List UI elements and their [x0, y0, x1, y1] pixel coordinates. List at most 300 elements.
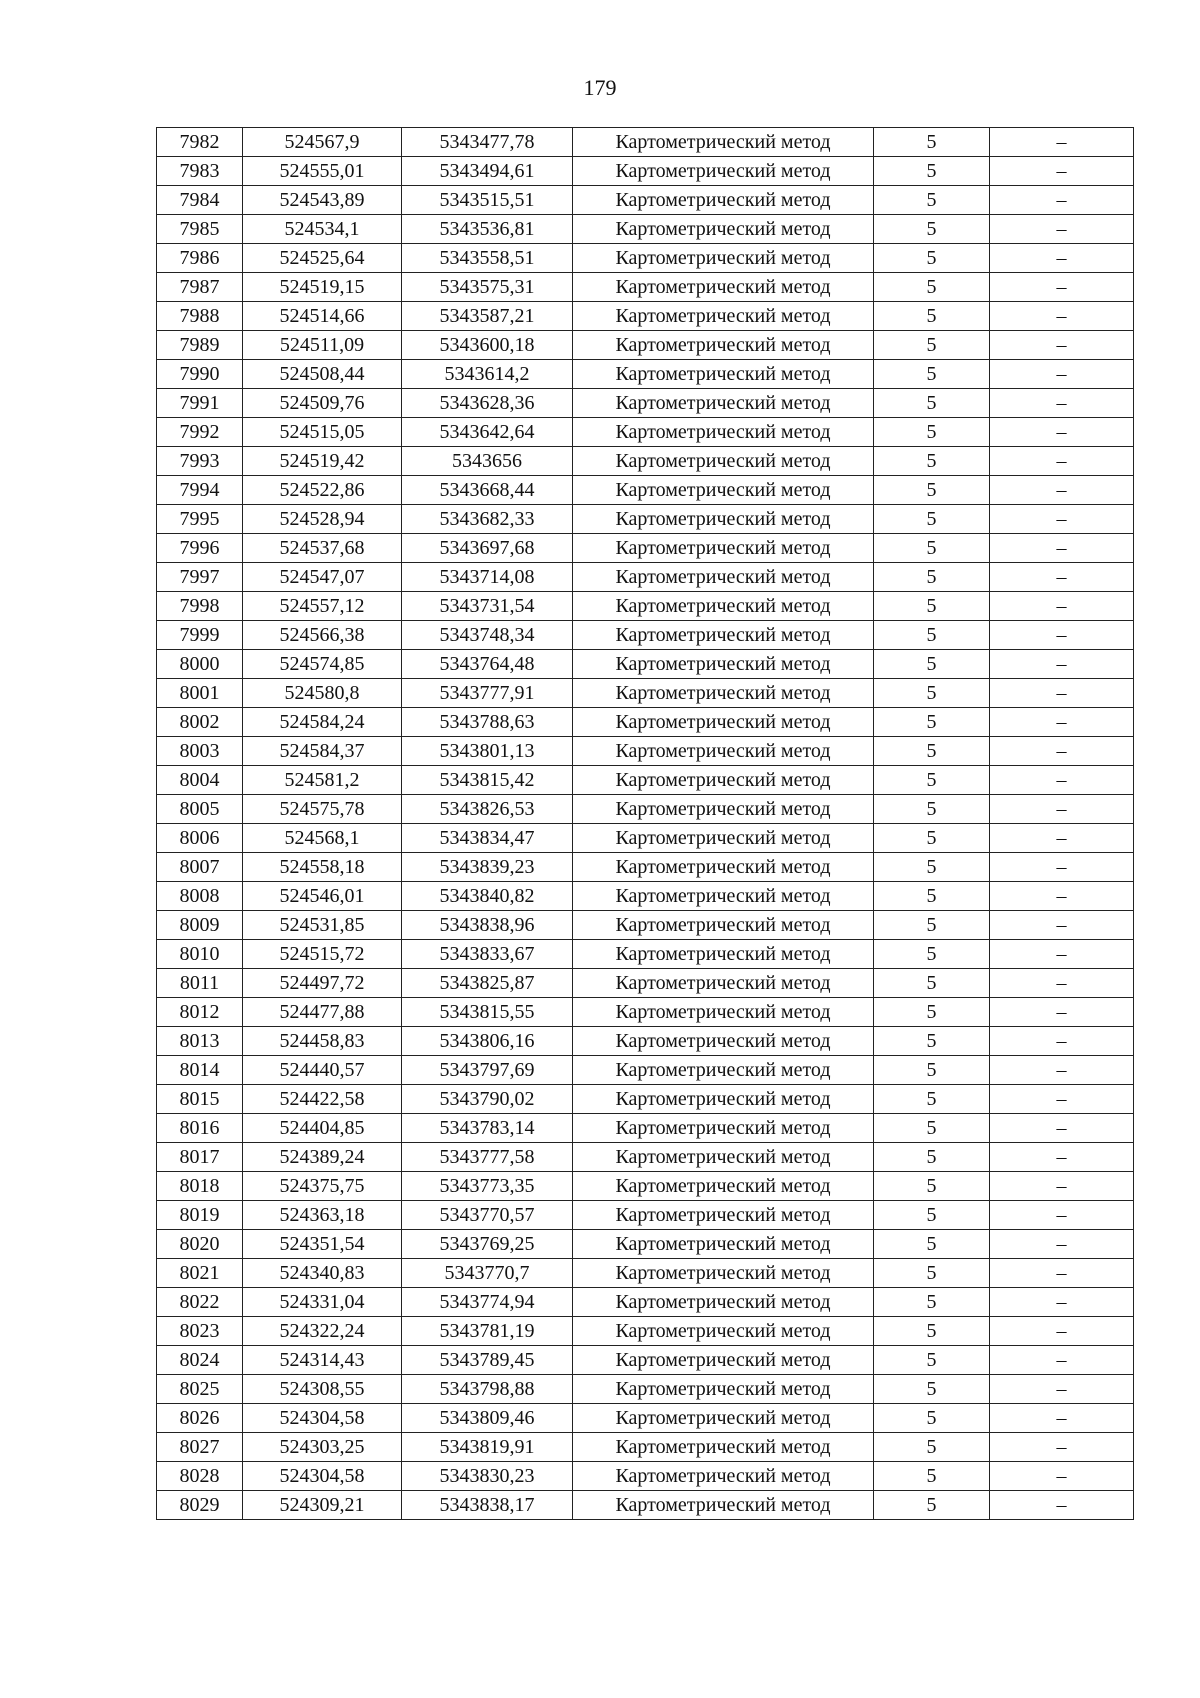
- accuracy-cell: 5: [874, 1143, 990, 1172]
- table-row: [157, 1346, 1134, 1375]
- note-cell: –: [990, 244, 1134, 273]
- table-row: [157, 795, 1134, 824]
- table-row: [157, 215, 1134, 244]
- y-coordinate-cell: 5343668,44: [402, 476, 573, 505]
- point-number-cell: 7988: [157, 302, 243, 331]
- point-number-cell: 8027: [157, 1433, 243, 1462]
- x-coordinate-cell: 524531,85: [243, 911, 402, 940]
- note-cell: –: [990, 998, 1134, 1027]
- accuracy-cell: 5: [874, 737, 990, 766]
- method-cell: Картометрический метод: [573, 534, 874, 563]
- x-coordinate-cell: 524389,24: [243, 1143, 402, 1172]
- point-number-cell: 7995: [157, 505, 243, 534]
- x-coordinate-cell: 524580,8: [243, 679, 402, 708]
- accuracy-cell: 5: [874, 273, 990, 302]
- y-coordinate-cell: 5343838,96: [402, 911, 573, 940]
- point-number-cell: 8007: [157, 853, 243, 882]
- point-number-cell: 8009: [157, 911, 243, 940]
- point-number-cell: 8008: [157, 882, 243, 911]
- y-coordinate-cell: 5343764,48: [402, 650, 573, 679]
- method-cell: Картометрический метод: [573, 476, 874, 505]
- note-cell: –: [990, 679, 1134, 708]
- table-row: [157, 302, 1134, 331]
- accuracy-cell: 5: [874, 911, 990, 940]
- method-cell: Картометрический метод: [573, 1288, 874, 1317]
- y-coordinate-cell: 5343628,36: [402, 389, 573, 418]
- table-row: [157, 186, 1134, 215]
- accuracy-cell: 5: [874, 882, 990, 911]
- x-coordinate-cell: 524528,94: [243, 505, 402, 534]
- note-cell: –: [990, 1201, 1134, 1230]
- note-cell: –: [990, 447, 1134, 476]
- x-coordinate-cell: 524537,68: [243, 534, 402, 563]
- table-row: [157, 969, 1134, 998]
- accuracy-cell: 5: [874, 1259, 990, 1288]
- point-number-cell: 7993: [157, 447, 243, 476]
- method-cell: Картометрический метод: [573, 157, 874, 186]
- accuracy-cell: 5: [874, 679, 990, 708]
- method-cell: Картометрический метод: [573, 186, 874, 215]
- x-coordinate-cell: 524567,9: [243, 128, 402, 157]
- y-coordinate-cell: 5343777,91: [402, 679, 573, 708]
- note-cell: –: [990, 592, 1134, 621]
- point-number-cell: 8021: [157, 1259, 243, 1288]
- y-coordinate-cell: 5343825,87: [402, 969, 573, 998]
- x-coordinate-cell: 524522,86: [243, 476, 402, 505]
- table-row: [157, 766, 1134, 795]
- method-cell: Картометрический метод: [573, 795, 874, 824]
- x-coordinate-cell: 524515,05: [243, 418, 402, 447]
- method-cell: Картометрический метод: [573, 766, 874, 795]
- note-cell: –: [990, 1085, 1134, 1114]
- x-coordinate-cell: 524566,38: [243, 621, 402, 650]
- point-number-cell: 8011: [157, 969, 243, 998]
- x-coordinate-cell: 524363,18: [243, 1201, 402, 1230]
- x-coordinate-cell: 524351,54: [243, 1230, 402, 1259]
- point-number-cell: 8012: [157, 998, 243, 1027]
- x-coordinate-cell: 524514,66: [243, 302, 402, 331]
- point-number-cell: 7987: [157, 273, 243, 302]
- y-coordinate-cell: 5343819,91: [402, 1433, 573, 1462]
- x-coordinate-cell: 524422,58: [243, 1085, 402, 1114]
- table-row: [157, 853, 1134, 882]
- y-coordinate-cell: 5343714,08: [402, 563, 573, 592]
- table-row: [157, 708, 1134, 737]
- y-coordinate-cell: 5343798,88: [402, 1375, 573, 1404]
- method-cell: Картометрический метод: [573, 1056, 874, 1085]
- table-row: [157, 360, 1134, 389]
- method-cell: Картометрический метод: [573, 1143, 874, 1172]
- accuracy-cell: 5: [874, 1288, 990, 1317]
- point-number-cell: 7996: [157, 534, 243, 563]
- note-cell: –: [990, 1462, 1134, 1491]
- table-row: [157, 1375, 1134, 1404]
- point-number-cell: 8019: [157, 1201, 243, 1230]
- y-coordinate-cell: 5343783,14: [402, 1114, 573, 1143]
- accuracy-cell: 5: [874, 592, 990, 621]
- table-row: [157, 1288, 1134, 1317]
- point-number-cell: 7990: [157, 360, 243, 389]
- note-cell: –: [990, 708, 1134, 737]
- method-cell: Картометрический метод: [573, 563, 874, 592]
- method-cell: Картометрический метод: [573, 273, 874, 302]
- table-row: [157, 157, 1134, 186]
- point-number-cell: 8025: [157, 1375, 243, 1404]
- x-coordinate-cell: 524508,44: [243, 360, 402, 389]
- x-coordinate-cell: 524515,72: [243, 940, 402, 969]
- accuracy-cell: 5: [874, 940, 990, 969]
- note-cell: –: [990, 795, 1134, 824]
- accuracy-cell: 5: [874, 1114, 990, 1143]
- note-cell: –: [990, 1317, 1134, 1346]
- x-coordinate-cell: 524519,42: [243, 447, 402, 476]
- table-row: [157, 1172, 1134, 1201]
- x-coordinate-cell: 524304,58: [243, 1462, 402, 1491]
- method-cell: Картометрический метод: [573, 1346, 874, 1375]
- point-number-cell: 8013: [157, 1027, 243, 1056]
- point-number-cell: 7986: [157, 244, 243, 273]
- y-coordinate-cell: 5343790,02: [402, 1085, 573, 1114]
- table-row: [157, 244, 1134, 273]
- accuracy-cell: 5: [874, 708, 990, 737]
- point-number-cell: 8015: [157, 1085, 243, 1114]
- note-cell: –: [990, 1433, 1134, 1462]
- accuracy-cell: 5: [874, 215, 990, 244]
- point-number-cell: 8017: [157, 1143, 243, 1172]
- method-cell: Картометрический метод: [573, 1085, 874, 1114]
- accuracy-cell: 5: [874, 1375, 990, 1404]
- note-cell: –: [990, 1346, 1134, 1375]
- method-cell: Картометрический метод: [573, 302, 874, 331]
- x-coordinate-cell: 524509,76: [243, 389, 402, 418]
- point-number-cell: 8028: [157, 1462, 243, 1491]
- y-coordinate-cell: 5343809,46: [402, 1404, 573, 1433]
- x-coordinate-cell: 524584,37: [243, 737, 402, 766]
- note-cell: –: [990, 1259, 1134, 1288]
- method-cell: Картометрический метод: [573, 418, 874, 447]
- method-cell: Картометрический метод: [573, 592, 874, 621]
- x-coordinate-cell: 524584,24: [243, 708, 402, 737]
- y-coordinate-cell: 5343774,94: [402, 1288, 573, 1317]
- point-number-cell: 8023: [157, 1317, 243, 1346]
- y-coordinate-cell: 5343558,51: [402, 244, 573, 273]
- y-coordinate-cell: 5343788,63: [402, 708, 573, 737]
- table-body: [157, 128, 1134, 1520]
- note-cell: –: [990, 911, 1134, 940]
- accuracy-cell: 5: [874, 389, 990, 418]
- table-row: [157, 447, 1134, 476]
- point-number-cell: 8001: [157, 679, 243, 708]
- x-coordinate-cell: 524546,01: [243, 882, 402, 911]
- table-row: [157, 1085, 1134, 1114]
- y-coordinate-cell: 5343587,21: [402, 302, 573, 331]
- accuracy-cell: 5: [874, 1433, 990, 1462]
- table-row: [157, 273, 1134, 302]
- accuracy-cell: 5: [874, 331, 990, 360]
- point-number-cell: 7991: [157, 389, 243, 418]
- y-coordinate-cell: 5343575,31: [402, 273, 573, 302]
- table-row: [157, 389, 1134, 418]
- table-row: [157, 650, 1134, 679]
- x-coordinate-cell: 524534,1: [243, 215, 402, 244]
- note-cell: –: [990, 650, 1134, 679]
- y-coordinate-cell: 5343600,18: [402, 331, 573, 360]
- method-cell: Картометрический метод: [573, 1230, 874, 1259]
- note-cell: –: [990, 1027, 1134, 1056]
- y-coordinate-cell: 5343656: [402, 447, 573, 476]
- y-coordinate-cell: 5343797,69: [402, 1056, 573, 1085]
- method-cell: Картометрический метод: [573, 244, 874, 273]
- y-coordinate-cell: 5343815,42: [402, 766, 573, 795]
- accuracy-cell: 5: [874, 563, 990, 592]
- accuracy-cell: 5: [874, 1230, 990, 1259]
- y-coordinate-cell: 5343773,35: [402, 1172, 573, 1201]
- point-number-cell: 8016: [157, 1114, 243, 1143]
- point-number-cell: 8010: [157, 940, 243, 969]
- table-row: [157, 1056, 1134, 1085]
- table-row: [157, 331, 1134, 360]
- point-number-cell: 7999: [157, 621, 243, 650]
- method-cell: Картометрический метод: [573, 708, 874, 737]
- x-coordinate-cell: 524558,18: [243, 853, 402, 882]
- table-row: [157, 1404, 1134, 1433]
- accuracy-cell: 5: [874, 505, 990, 534]
- x-coordinate-cell: 524555,01: [243, 157, 402, 186]
- note-cell: –: [990, 1056, 1134, 1085]
- point-number-cell: 8003: [157, 737, 243, 766]
- table-row: [157, 621, 1134, 650]
- note-cell: –: [990, 737, 1134, 766]
- y-coordinate-cell: 5343801,13: [402, 737, 573, 766]
- method-cell: Картометрический метод: [573, 1317, 874, 1346]
- accuracy-cell: 5: [874, 244, 990, 273]
- table-row: [157, 128, 1134, 157]
- method-cell: Картометрический метод: [573, 998, 874, 1027]
- method-cell: Картометрический метод: [573, 215, 874, 244]
- point-number-cell: 8026: [157, 1404, 243, 1433]
- method-cell: Картометрический метод: [573, 853, 874, 882]
- y-coordinate-cell: 5343477,78: [402, 128, 573, 157]
- x-coordinate-cell: 524404,85: [243, 1114, 402, 1143]
- method-cell: Картометрический метод: [573, 1491, 874, 1520]
- point-number-cell: 7982: [157, 128, 243, 157]
- method-cell: Картометрический метод: [573, 679, 874, 708]
- table-row: [157, 505, 1134, 534]
- method-cell: Картометрический метод: [573, 128, 874, 157]
- x-coordinate-cell: 524331,04: [243, 1288, 402, 1317]
- table-row: [157, 940, 1134, 969]
- accuracy-cell: 5: [874, 302, 990, 331]
- accuracy-cell: 5: [874, 998, 990, 1027]
- method-cell: Картометрический метод: [573, 911, 874, 940]
- table-row: [157, 1027, 1134, 1056]
- method-cell: Картометрический метод: [573, 1462, 874, 1491]
- point-number-cell: 8018: [157, 1172, 243, 1201]
- point-number-cell: 7997: [157, 563, 243, 592]
- table-row: [157, 1201, 1134, 1230]
- x-coordinate-cell: 524497,72: [243, 969, 402, 998]
- y-coordinate-cell: 5343682,33: [402, 505, 573, 534]
- note-cell: –: [990, 418, 1134, 447]
- point-number-cell: 8014: [157, 1056, 243, 1085]
- accuracy-cell: 5: [874, 360, 990, 389]
- y-coordinate-cell: 5343642,64: [402, 418, 573, 447]
- point-number-cell: 7992: [157, 418, 243, 447]
- accuracy-cell: 5: [874, 1027, 990, 1056]
- point-number-cell: 8002: [157, 708, 243, 737]
- x-coordinate-cell: 524525,64: [243, 244, 402, 273]
- x-coordinate-cell: 524568,1: [243, 824, 402, 853]
- table-row: [157, 476, 1134, 505]
- y-coordinate-cell: 5343830,23: [402, 1462, 573, 1491]
- x-coordinate-cell: 524581,2: [243, 766, 402, 795]
- note-cell: –: [990, 273, 1134, 302]
- table-row: [157, 1114, 1134, 1143]
- table-row: [157, 1259, 1134, 1288]
- x-coordinate-cell: 524477,88: [243, 998, 402, 1027]
- y-coordinate-cell: 5343515,51: [402, 186, 573, 215]
- point-number-cell: 7983: [157, 157, 243, 186]
- note-cell: –: [990, 128, 1134, 157]
- method-cell: Картометрический метод: [573, 331, 874, 360]
- accuracy-cell: 5: [874, 128, 990, 157]
- note-cell: –: [990, 969, 1134, 998]
- accuracy-cell: 5: [874, 1056, 990, 1085]
- table-row: [157, 534, 1134, 563]
- point-number-cell: 8006: [157, 824, 243, 853]
- x-coordinate-cell: 524309,21: [243, 1491, 402, 1520]
- y-coordinate-cell: 5343833,67: [402, 940, 573, 969]
- method-cell: Картометрический метод: [573, 1172, 874, 1201]
- method-cell: Картометрический метод: [573, 1027, 874, 1056]
- method-cell: Картометрический метод: [573, 824, 874, 853]
- accuracy-cell: 5: [874, 766, 990, 795]
- note-cell: –: [990, 534, 1134, 563]
- x-coordinate-cell: 524375,75: [243, 1172, 402, 1201]
- accuracy-cell: 5: [874, 157, 990, 186]
- x-coordinate-cell: 524543,89: [243, 186, 402, 215]
- y-coordinate-cell: 5343806,16: [402, 1027, 573, 1056]
- y-coordinate-cell: 5343770,7: [402, 1259, 573, 1288]
- note-cell: –: [990, 505, 1134, 534]
- table-row: [157, 592, 1134, 621]
- accuracy-cell: 5: [874, 1462, 990, 1491]
- note-cell: –: [990, 1114, 1134, 1143]
- y-coordinate-cell: 5343826,53: [402, 795, 573, 824]
- accuracy-cell: 5: [874, 447, 990, 476]
- note-cell: –: [990, 621, 1134, 650]
- point-number-cell: 7994: [157, 476, 243, 505]
- y-coordinate-cell: 5343839,23: [402, 853, 573, 882]
- x-coordinate-cell: 524557,12: [243, 592, 402, 621]
- point-number-cell: 7989: [157, 331, 243, 360]
- method-cell: Картометрический метод: [573, 360, 874, 389]
- note-cell: –: [990, 1172, 1134, 1201]
- table-row: [157, 1317, 1134, 1346]
- accuracy-cell: 5: [874, 418, 990, 447]
- x-coordinate-cell: 524303,25: [243, 1433, 402, 1462]
- note-cell: –: [990, 157, 1134, 186]
- table-row: [157, 1143, 1134, 1172]
- x-coordinate-cell: 524304,58: [243, 1404, 402, 1433]
- method-cell: Картометрический метод: [573, 1201, 874, 1230]
- method-cell: Картометрический метод: [573, 1259, 874, 1288]
- x-coordinate-cell: 524340,83: [243, 1259, 402, 1288]
- y-coordinate-cell: 5343777,58: [402, 1143, 573, 1172]
- x-coordinate-cell: 524440,57: [243, 1056, 402, 1085]
- method-cell: Картометрический метод: [573, 882, 874, 911]
- note-cell: –: [990, 186, 1134, 215]
- point-number-cell: 8022: [157, 1288, 243, 1317]
- method-cell: Картометрический метод: [573, 505, 874, 534]
- note-cell: –: [990, 940, 1134, 969]
- note-cell: –: [990, 1491, 1134, 1520]
- note-cell: –: [990, 1404, 1134, 1433]
- table-row: [157, 1462, 1134, 1491]
- point-number-cell: 8005: [157, 795, 243, 824]
- accuracy-cell: 5: [874, 1172, 990, 1201]
- note-cell: –: [990, 331, 1134, 360]
- x-coordinate-cell: 524574,85: [243, 650, 402, 679]
- method-cell: Картометрический метод: [573, 1375, 874, 1404]
- x-coordinate-cell: 524314,43: [243, 1346, 402, 1375]
- accuracy-cell: 5: [874, 1201, 990, 1230]
- y-coordinate-cell: 5343770,57: [402, 1201, 573, 1230]
- point-number-cell: 8029: [157, 1491, 243, 1520]
- coordinates-table: [156, 127, 1134, 1520]
- accuracy-cell: 5: [874, 534, 990, 563]
- point-number-cell: 8024: [157, 1346, 243, 1375]
- y-coordinate-cell: 5343731,54: [402, 592, 573, 621]
- note-cell: –: [990, 824, 1134, 853]
- page-number: 179: [583, 75, 617, 100]
- y-coordinate-cell: 5343614,2: [402, 360, 573, 389]
- accuracy-cell: 5: [874, 969, 990, 998]
- y-coordinate-cell: 5343494,61: [402, 157, 573, 186]
- note-cell: –: [990, 1375, 1134, 1404]
- accuracy-cell: 5: [874, 186, 990, 215]
- method-cell: Картометрический метод: [573, 650, 874, 679]
- x-coordinate-cell: 524575,78: [243, 795, 402, 824]
- table-row: [157, 679, 1134, 708]
- accuracy-cell: 5: [874, 1491, 990, 1520]
- accuracy-cell: 5: [874, 1346, 990, 1375]
- method-cell: Картометрический метод: [573, 1404, 874, 1433]
- method-cell: Картометрический метод: [573, 1114, 874, 1143]
- note-cell: –: [990, 882, 1134, 911]
- table-row: [157, 824, 1134, 853]
- accuracy-cell: 5: [874, 824, 990, 853]
- y-coordinate-cell: 5343769,25: [402, 1230, 573, 1259]
- accuracy-cell: 5: [874, 621, 990, 650]
- y-coordinate-cell: 5343838,17: [402, 1491, 573, 1520]
- y-coordinate-cell: 5343815,55: [402, 998, 573, 1027]
- point-number-cell: 7985: [157, 215, 243, 244]
- accuracy-cell: 5: [874, 476, 990, 505]
- y-coordinate-cell: 5343834,47: [402, 824, 573, 853]
- method-cell: Картометрический метод: [573, 969, 874, 998]
- method-cell: Картометрический метод: [573, 389, 874, 418]
- note-cell: –: [990, 215, 1134, 244]
- y-coordinate-cell: 5343781,19: [402, 1317, 573, 1346]
- x-coordinate-cell: 524308,55: [243, 1375, 402, 1404]
- note-cell: –: [990, 766, 1134, 795]
- y-coordinate-cell: 5343840,82: [402, 882, 573, 911]
- method-cell: Картометрический метод: [573, 447, 874, 476]
- note-cell: –: [990, 476, 1134, 505]
- note-cell: –: [990, 1288, 1134, 1317]
- note-cell: –: [990, 853, 1134, 882]
